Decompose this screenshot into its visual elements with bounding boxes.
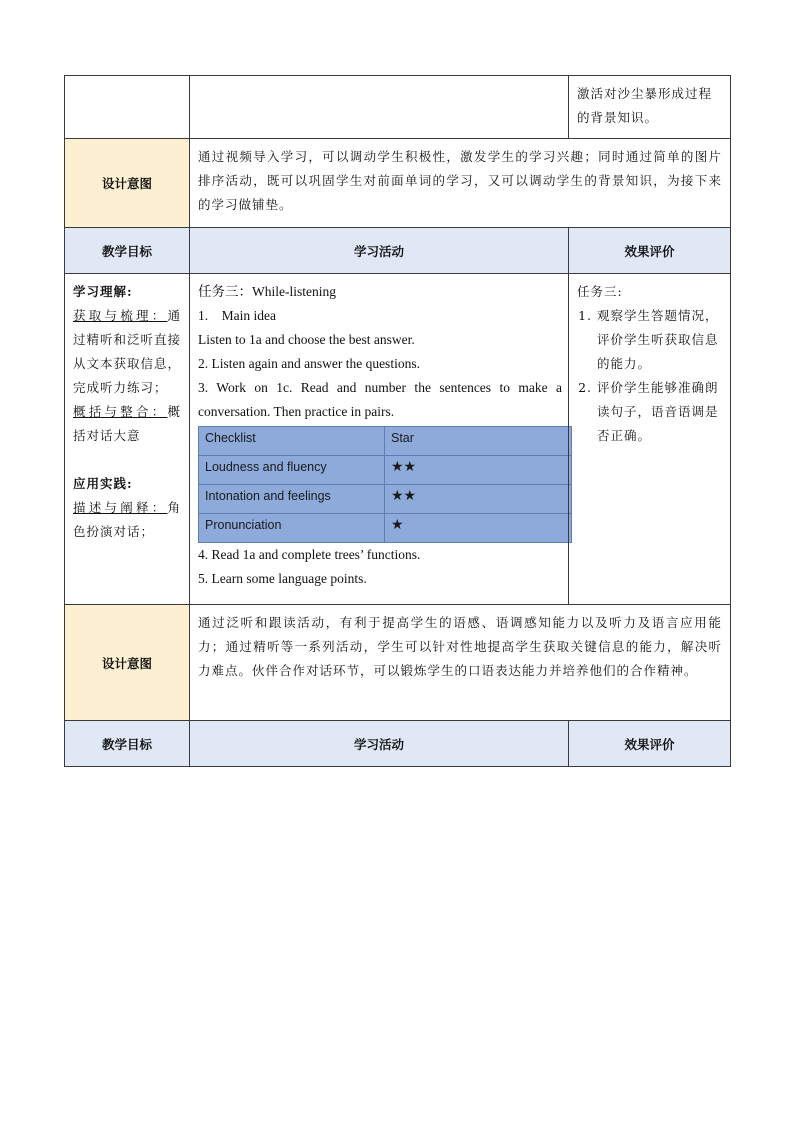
design-intent-row [65, 605, 731, 721]
checklist-row [199, 456, 572, 485]
design-intent-row [65, 139, 731, 228]
step-1-num: 1. [198, 308, 209, 323]
goal-title-understanding: 学习理解: [73, 284, 133, 299]
goal-item-1 [73, 304, 181, 400]
goals-cell [65, 274, 190, 605]
evaluation-cell [569, 274, 731, 605]
header-activities: 学习活动 [190, 228, 569, 274]
step-5: 5. Learn some language points. [198, 571, 367, 586]
goal-item-2-label: 概括与整合： [73, 404, 168, 419]
header-goals: 教学目标 [65, 228, 190, 274]
continuation-row [65, 76, 731, 139]
checklist-item: Intonation and feelings [199, 485, 385, 514]
step-1-text: Main idea [221, 308, 276, 323]
step-2: 2. Listen again and answer the questions. [198, 356, 420, 371]
goal-item-2 [73, 400, 181, 448]
header-evaluation: 效果评价 [569, 228, 731, 274]
activities-cell [190, 274, 569, 605]
step-1 [198, 304, 562, 328]
goal-item-1-label: 获取与梳理： [73, 308, 168, 323]
design-intent-text: 通过泛听和跟读活动，有利于提高学生的语感、语调感知能力以及听力及语言应用能力；通过精听等一系列活动，学生可以针对性地提高学生获取关键信息的能力，解决听力难点。伙伴合作对话环节，可以锻炼学生的口语表达能力并培养他们的合作精神。 [190, 605, 731, 721]
step-4: 4. Read 1a and complete trees’ functions. [198, 547, 421, 562]
design-intent-text: 通过视频导入学习，可以调动学生积极性，激发学生的学习兴趣；同时通过简单的图片排序活动，既可以巩固学生对前面单词的学习，又可以调动学生的背景知识，为接下来的学习做铺垫。 [190, 139, 731, 228]
goal-item-2-text: 概括对话大意 [73, 404, 181, 443]
goal-cell-empty [65, 76, 190, 139]
evaluation-item: 2. 评价学生能够准确朗读句子，语音语调是否正确。 [597, 376, 722, 448]
checklist-table [198, 426, 572, 543]
checklist-row [199, 514, 572, 543]
checklist-star: ★★ [385, 485, 572, 514]
eval-continuation-text: 激活对沙尘暴形成过程的背景知识。 [577, 86, 713, 125]
goal-title-application: 应用实践: [73, 476, 133, 491]
checklist-item: Checklist [199, 427, 385, 456]
header-row [65, 721, 731, 767]
checklist-row [199, 485, 572, 514]
evaluation-item: 1. 观察学生答题情况，评价学生听获取信息的能力。 [597, 304, 722, 376]
header-row [65, 228, 731, 274]
header-evaluation: 效果评价 [569, 721, 731, 767]
checklist-item: Loudness and fluency [199, 456, 385, 485]
step-3: 3. Work on 1c. Read and number the sentences to make a conversation. Then practice in pairs. [198, 380, 562, 419]
evaluation-list [577, 304, 722, 448]
header-activities: 学习活动 [190, 721, 569, 767]
design-intent-label: 设计意图 [65, 605, 190, 721]
checklist-star: Star [385, 427, 572, 456]
goal-item-3 [73, 496, 181, 544]
checklist-row [199, 427, 572, 456]
content-row [65, 274, 731, 605]
checklist-item: Pronunciation [199, 514, 385, 543]
design-intent-label: 设计意图 [65, 139, 190, 228]
goal-item-3-text: 角色扮演对话； [73, 500, 181, 539]
eval-cell-continuation [569, 76, 731, 139]
step-1-sub: Listen to 1a and choose the best answer. [198, 332, 415, 347]
task-title: 任务三：While-listening [198, 284, 336, 299]
lesson-plan-table [64, 75, 731, 767]
evaluation-title: 任务三: [577, 284, 623, 299]
goal-item-1-text: 通过精听和泛听直接从文本获取信息，完成听力练习； [73, 308, 182, 395]
activity-cell-empty [190, 76, 569, 139]
goal-item-3-label: 描述与阐释： [73, 500, 168, 515]
checklist-star: ★ [385, 514, 572, 543]
header-goals: 教学目标 [65, 721, 190, 767]
checklist-star: ★★ [385, 456, 572, 485]
